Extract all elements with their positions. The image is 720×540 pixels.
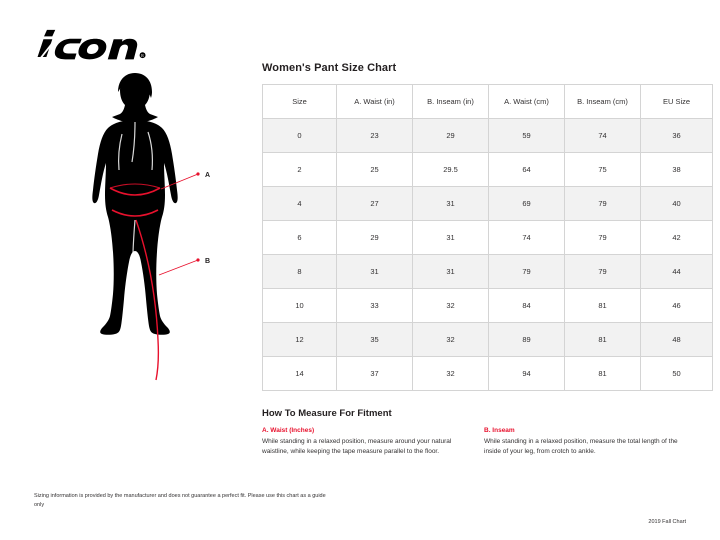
cell-eu-size: 40 xyxy=(641,187,713,221)
cell-waist-cm: 89 xyxy=(489,323,565,357)
cell-size: 14 xyxy=(263,357,337,391)
cell-waist-in: 37 xyxy=(337,357,413,391)
icon-logo xyxy=(34,26,152,62)
cell-size: 10 xyxy=(263,289,337,323)
cell-waist-cm: 74 xyxy=(489,221,565,255)
cell-eu-size: 42 xyxy=(641,221,713,255)
footer-disclaimer: Sizing information is provided by the manufacturer and does not guarantee a perfect fit. Please use this chart as a guide only xyxy=(34,493,326,509)
cell-inseam-cm: 81 xyxy=(565,357,641,391)
cell-size: 4 xyxy=(263,187,337,221)
column-header-eu-size: EU Size xyxy=(641,85,713,119)
table-row xyxy=(263,357,713,391)
page-title: Women's Pant Size Chart xyxy=(262,62,397,74)
cell-waist-in: 27 xyxy=(337,187,413,221)
table-row xyxy=(263,153,713,187)
callout-b-label: B xyxy=(205,258,211,265)
cell-eu-size: 44 xyxy=(641,255,713,289)
measure-waist-body: While standing in a relaxed position, measure around your natural waistline, while keeping the tape measure parallel to the floor. xyxy=(262,438,452,456)
cell-eu-size: 50 xyxy=(641,357,713,391)
cell-inseam-in: 29.5 xyxy=(413,153,489,187)
cell-inseam-cm: 81 xyxy=(565,289,641,323)
cell-waist-in: 29 xyxy=(337,221,413,255)
cell-inseam-in: 31 xyxy=(413,221,489,255)
cell-size: 8 xyxy=(263,255,337,289)
column-header-waist-in: A. Waist (in) xyxy=(337,85,413,119)
footer-edition: 2019 Fall Chart xyxy=(648,519,686,525)
cell-waist-in: 31 xyxy=(337,255,413,289)
cell-inseam-cm: 79 xyxy=(565,221,641,255)
cell-size: 6 xyxy=(263,221,337,255)
cell-waist-in: 23 xyxy=(337,119,413,153)
cell-waist-in: 25 xyxy=(337,153,413,187)
cell-waist-cm: 59 xyxy=(489,119,565,153)
measure-inseam-heading: B. Inseam xyxy=(484,427,515,434)
cell-waist-in: 33 xyxy=(337,289,413,323)
size-chart-table xyxy=(262,84,713,391)
cell-eu-size: 36 xyxy=(641,119,713,153)
callout-a-label: A xyxy=(205,172,211,179)
table-row xyxy=(263,221,713,255)
cell-inseam-cm: 81 xyxy=(565,323,641,357)
measurement-figure xyxy=(30,70,240,400)
table-header-row xyxy=(263,85,713,119)
cell-inseam-in: 32 xyxy=(413,357,489,391)
column-header-inseam-in: B. Inseam (in) xyxy=(413,85,489,119)
column-header-inseam-cm: B. Inseam (cm) xyxy=(565,85,641,119)
how-to-measure-waist xyxy=(262,427,462,457)
cell-waist-cm: 84 xyxy=(489,289,565,323)
silhouette-body xyxy=(92,73,177,335)
table-row xyxy=(263,289,713,323)
measure-waist-heading: A. Waist (Inches) xyxy=(262,427,315,434)
table-row xyxy=(263,255,713,289)
cell-inseam-cm: 79 xyxy=(565,187,641,221)
measure-inseam-body: While standing in a relaxed position, measure the total length of the inside of your leg, from crotch to ankle. xyxy=(484,438,678,456)
column-header-size: Size xyxy=(263,85,337,119)
cell-inseam-cm: 74 xyxy=(565,119,641,153)
female-silhouette xyxy=(30,70,240,400)
column-header-waist-cm: A. Waist (cm) xyxy=(489,85,565,119)
cell-inseam-in: 31 xyxy=(413,255,489,289)
cell-inseam-in: 29 xyxy=(413,119,489,153)
cell-size: 0 xyxy=(263,119,337,153)
how-to-measure-inseam xyxy=(484,427,684,457)
cell-size: 2 xyxy=(263,153,337,187)
cell-eu-size: 48 xyxy=(641,323,713,357)
cell-inseam-cm: 79 xyxy=(565,255,641,289)
brand-logo xyxy=(34,26,234,66)
how-to-measure-title: How To Measure For Fitment xyxy=(262,408,392,419)
cell-inseam-cm: 75 xyxy=(565,153,641,187)
table-row xyxy=(263,187,713,221)
cell-waist-cm: 64 xyxy=(489,153,565,187)
how-to-measure-section xyxy=(262,408,686,457)
cell-waist-cm: 94 xyxy=(489,357,565,391)
cell-inseam-in: 32 xyxy=(413,289,489,323)
cell-inseam-in: 31 xyxy=(413,187,489,221)
cell-waist-in: 35 xyxy=(337,323,413,357)
svg-text:R: R xyxy=(141,52,144,58)
table-row xyxy=(263,119,713,153)
table-row xyxy=(263,323,713,357)
cell-waist-cm: 69 xyxy=(489,187,565,221)
cell-eu-size: 38 xyxy=(641,153,713,187)
cell-waist-cm: 79 xyxy=(489,255,565,289)
size-chart-panel xyxy=(262,62,691,391)
cell-inseam-in: 32 xyxy=(413,323,489,357)
cell-eu-size: 46 xyxy=(641,289,713,323)
cell-size: 12 xyxy=(263,323,337,357)
